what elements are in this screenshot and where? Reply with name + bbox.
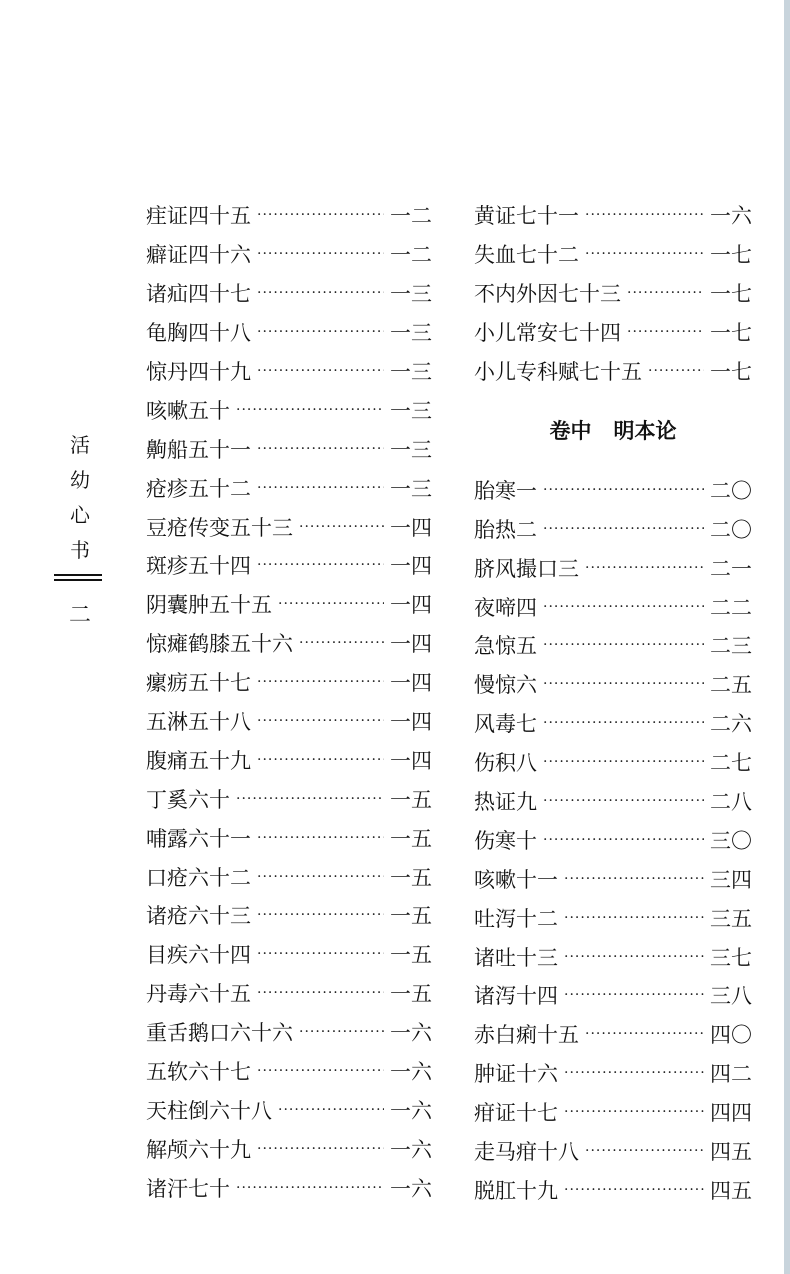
toc-entry xyxy=(474,548,752,587)
toc-entry xyxy=(146,896,432,935)
dot-leader xyxy=(299,520,384,534)
toc-entry-title: 诸汗七十 xyxy=(146,1176,230,1201)
toc-entry-title: 慢惊六 xyxy=(474,673,537,698)
toc-entry-title: 斑疹五十四 xyxy=(146,554,251,579)
toc-entry xyxy=(146,740,432,779)
toc-entry-title: 疮疹五十二 xyxy=(146,476,251,501)
toc-entry-page: 二三 xyxy=(710,634,752,659)
toc-entry-page: 一六 xyxy=(710,204,752,229)
toc-entry xyxy=(474,274,752,313)
toc-entry-page: 三四 xyxy=(710,867,752,892)
toc-entry-page: 四五 xyxy=(710,1178,752,1203)
toc-entry-title: 热证九 xyxy=(474,790,537,815)
dot-leader xyxy=(257,908,384,922)
toc-entry-title: 齁船五十一 xyxy=(146,437,251,462)
toc-entry xyxy=(474,1170,752,1209)
dot-leader xyxy=(564,988,704,1002)
toc-entry-title: 诸疝四十七 xyxy=(146,282,251,307)
toc-entry-title: 赤白痢十五 xyxy=(474,1023,579,1048)
toc-entry-title: 诸吐十三 xyxy=(474,945,558,970)
dot-leader xyxy=(543,600,704,614)
toc-entry xyxy=(474,1093,752,1132)
toc-entry-page: 一四 xyxy=(390,710,432,735)
toc-entry-title: 走马疳十八 xyxy=(474,1140,579,1165)
toc-entry xyxy=(474,196,752,235)
toc-entry-title: 癖证四十六 xyxy=(146,243,251,268)
margin-title-char: 活 xyxy=(70,433,90,457)
toc-entry-title: 风毒七 xyxy=(474,712,537,737)
toc-entry xyxy=(474,820,752,859)
toc-entry-page: 一五 xyxy=(390,943,432,968)
toc-entry-title: 瘰疬五十七 xyxy=(146,671,251,696)
dot-leader xyxy=(543,638,704,652)
dot-leader xyxy=(299,1025,384,1039)
dot-leader xyxy=(585,1144,704,1158)
toc-entry-page: 四四 xyxy=(710,1101,752,1126)
dot-leader xyxy=(543,833,704,847)
toc-entry xyxy=(474,704,752,743)
toc-entry-page: 一七 xyxy=(710,282,752,307)
toc-entry-title: 不内外因七十三 xyxy=(474,282,621,307)
toc-entry xyxy=(474,313,752,352)
toc-entry-page: 三八 xyxy=(710,984,752,1009)
toc-entry-title: 五淋五十八 xyxy=(146,710,251,735)
toc-entry-title: 阴囊肿五十五 xyxy=(146,593,272,618)
toc-entry xyxy=(474,1132,752,1171)
toc-entry xyxy=(474,509,752,548)
toc-entry xyxy=(474,1054,752,1093)
toc-entry xyxy=(474,937,752,976)
section-volume: 卷中 xyxy=(549,419,592,444)
toc-entry-title: 伤积八 xyxy=(474,751,537,776)
toc-entry-title: 小儿常安七十四 xyxy=(474,321,621,346)
dot-leader xyxy=(257,558,384,572)
dot-leader xyxy=(257,831,384,845)
dot-leader xyxy=(257,325,384,339)
dot-leader xyxy=(257,481,384,495)
dot-leader xyxy=(236,403,384,417)
dot-leader xyxy=(299,636,384,650)
toc-entry-page: 一三 xyxy=(390,321,432,346)
toc-entry-title: 脱肛十九 xyxy=(474,1178,558,1203)
dot-leader xyxy=(257,208,384,222)
toc-right-column xyxy=(474,196,752,1209)
toc-entry-page: 四〇 xyxy=(710,1023,752,1048)
margin-title-char: 书 xyxy=(70,538,90,562)
toc-entry-title: 黄证七十一 xyxy=(474,204,579,229)
dot-leader xyxy=(257,947,384,961)
toc-entry-title: 脐风撮口三 xyxy=(474,556,579,581)
margin-title-char: 心 xyxy=(70,503,90,527)
dot-leader xyxy=(236,792,384,806)
dot-leader xyxy=(278,597,384,611)
toc-entry-page: 一四 xyxy=(390,748,432,773)
toc-entry-title: 吐泻十二 xyxy=(474,906,558,931)
toc-entry-title: 哺露六十一 xyxy=(146,826,251,851)
toc-entry-page: 一二 xyxy=(390,204,432,229)
toc-entry-title: 丹毒六十五 xyxy=(146,982,251,1007)
toc-entry-title: 豆疮传变五十三 xyxy=(146,515,293,540)
dot-leader xyxy=(627,325,704,339)
toc-entry-page: 一七 xyxy=(710,360,752,384)
toc-entry-title: 胎热二 xyxy=(474,517,537,542)
toc-entry xyxy=(146,468,432,507)
dot-leader xyxy=(585,247,704,261)
toc-entry-title: 诸疮六十三 xyxy=(146,904,251,929)
toc-entry-page: 三五 xyxy=(710,906,752,931)
toc-entry-title: 口疮六十二 xyxy=(146,865,251,890)
toc-entry-page: 二六 xyxy=(710,712,752,737)
toc-entry-title: 丁奚六十 xyxy=(146,787,230,812)
toc-entry xyxy=(146,818,432,857)
toc-entry-title: 小儿专科赋七十五 xyxy=(474,360,642,384)
dot-leader xyxy=(257,675,384,689)
toc-entry xyxy=(146,702,432,741)
toc-entry xyxy=(146,1052,432,1091)
dot-leader xyxy=(257,986,384,1000)
toc-right-top-entries xyxy=(474,196,752,390)
dot-leader xyxy=(564,1105,704,1119)
toc-entry-page: 一三 xyxy=(390,360,432,384)
toc-entry-page: 三七 xyxy=(710,945,752,970)
toc-entry xyxy=(474,352,752,391)
page-edge-strip xyxy=(784,0,790,1274)
dot-leader xyxy=(257,1142,384,1156)
toc-entry-title: 重舌鹅口六十六 xyxy=(146,1021,293,1046)
toc-entry-title: 解颅六十九 xyxy=(146,1137,251,1162)
dot-leader xyxy=(543,522,704,536)
toc-entry xyxy=(474,976,752,1015)
dot-leader xyxy=(648,364,704,378)
toc-entry-title: 惊丹四十九 xyxy=(146,360,251,384)
toc-entry xyxy=(474,470,752,509)
toc-entry-page: 二一 xyxy=(710,556,752,581)
toc-entry xyxy=(474,898,752,937)
toc-entry-title: 咳嗽五十 xyxy=(146,398,230,423)
toc-entry xyxy=(146,429,432,468)
dot-leader xyxy=(585,1027,704,1041)
toc-entry-title: 目疾六十四 xyxy=(146,943,251,968)
toc-right-bottom-entries xyxy=(474,470,752,1209)
dot-leader xyxy=(564,1066,704,1080)
toc-entry-page: 一二 xyxy=(390,243,432,268)
toc-entry xyxy=(146,857,432,896)
toc-entry xyxy=(146,779,432,818)
toc-entry-page: 一五 xyxy=(390,865,432,890)
dot-leader xyxy=(257,364,384,378)
toc-entry-title: 惊瘫鹤膝五十六 xyxy=(146,632,293,657)
toc-entry-page: 一七 xyxy=(710,243,752,268)
toc-entry xyxy=(146,352,432,391)
toc-entry xyxy=(146,274,432,313)
toc-entry-page: 一五 xyxy=(390,787,432,812)
toc-entry-page: 一五 xyxy=(390,982,432,1007)
toc-entry-page: 二八 xyxy=(710,790,752,815)
toc-entry-page: 四五 xyxy=(710,1140,752,1165)
dot-leader xyxy=(543,716,704,730)
toc-entry xyxy=(146,974,432,1013)
toc-entry xyxy=(146,390,432,429)
toc-entry xyxy=(474,1015,752,1054)
dot-leader xyxy=(257,753,384,767)
toc-entry xyxy=(146,1090,432,1129)
toc-entry-title: 疳证十七 xyxy=(474,1101,558,1126)
toc-entry xyxy=(146,1013,432,1052)
margin-rule xyxy=(54,579,102,581)
toc-entry-page: 二〇 xyxy=(710,517,752,542)
toc-entry-page: 一四 xyxy=(390,593,432,618)
toc-entry-title: 天柱倒六十八 xyxy=(146,1098,272,1123)
toc-entry-title: 诸泻十四 xyxy=(474,984,558,1009)
margin-rule xyxy=(54,574,102,576)
toc-entry xyxy=(474,859,752,898)
toc-entry-title: 肿证十六 xyxy=(474,1062,558,1087)
dot-leader xyxy=(564,950,704,964)
toc-entry-title: 腹痛五十九 xyxy=(146,748,251,773)
dot-leader xyxy=(585,561,704,575)
toc-entry xyxy=(474,782,752,821)
toc-entry-page: 一三 xyxy=(390,476,432,501)
toc-entry-page: 二七 xyxy=(710,751,752,776)
section-name: 明本论 xyxy=(613,419,677,444)
dot-leader xyxy=(257,286,384,300)
dot-leader xyxy=(543,794,704,808)
margin-book-title xyxy=(60,428,100,568)
toc-entry xyxy=(146,624,432,663)
dot-leader xyxy=(543,677,704,691)
toc-entry xyxy=(474,587,752,626)
toc-entry xyxy=(146,585,432,624)
toc-entry-page: 一三 xyxy=(390,282,432,307)
dot-leader xyxy=(585,208,704,222)
toc-entry xyxy=(474,626,752,665)
dot-leader xyxy=(564,872,704,886)
dot-leader xyxy=(564,1183,704,1197)
toc-entry xyxy=(146,1168,432,1207)
toc-entry xyxy=(146,546,432,585)
toc-entry xyxy=(146,507,432,546)
toc-entry-page: 三〇 xyxy=(710,828,752,853)
toc-entry-page: 一六 xyxy=(390,1098,432,1123)
toc-entry-page: 一四 xyxy=(390,632,432,657)
toc-entry xyxy=(146,196,432,235)
toc-entry xyxy=(146,1129,432,1168)
dot-leader xyxy=(564,911,704,925)
toc-entry-title: 急惊五 xyxy=(474,634,537,659)
toc-entry-title: 咳嗽十一 xyxy=(474,867,558,892)
toc-entry-title: 夜啼四 xyxy=(474,595,537,620)
toc-entry-title: 五软六十七 xyxy=(146,1060,251,1085)
toc-entry-title: 伤寒十 xyxy=(474,828,537,853)
toc-entry xyxy=(146,313,432,352)
toc-entry xyxy=(146,663,432,702)
dot-leader xyxy=(257,714,384,728)
toc-entry-title: 胎寒一 xyxy=(474,478,537,503)
toc-entry xyxy=(146,935,432,974)
dot-leader xyxy=(257,1064,384,1078)
toc-entry-page: 一三 xyxy=(390,437,432,462)
toc-entry-page: 一五 xyxy=(390,826,432,851)
section-heading xyxy=(474,390,752,470)
page-number: 二 xyxy=(68,603,91,628)
toc-entry xyxy=(474,743,752,782)
toc-entry-page: 一六 xyxy=(390,1137,432,1162)
dot-leader xyxy=(627,286,704,300)
dot-leader xyxy=(257,247,384,261)
dot-leader xyxy=(543,755,704,769)
margin-title-char: 幼 xyxy=(70,468,90,492)
dot-leader xyxy=(278,1103,384,1117)
toc-entry-page: 二五 xyxy=(710,673,752,698)
toc-entry-page: 一六 xyxy=(390,1176,432,1201)
toc-entry-page: 一六 xyxy=(390,1060,432,1085)
toc-entry xyxy=(474,665,752,704)
toc-entry-page: 一七 xyxy=(710,321,752,346)
toc-entry-page: 二二 xyxy=(710,595,752,620)
toc-entry-page: 二〇 xyxy=(710,478,752,503)
toc-entry-title: 疰证四十五 xyxy=(146,204,251,229)
dot-leader xyxy=(257,442,384,456)
toc-entry-page: 四二 xyxy=(710,1062,752,1087)
toc-entry-page: 一三 xyxy=(390,398,432,423)
toc-entry-page: 一四 xyxy=(390,671,432,696)
dot-leader xyxy=(257,870,384,884)
dot-leader xyxy=(543,483,704,497)
dot-leader xyxy=(236,1181,384,1195)
toc-entry xyxy=(474,235,752,274)
toc-entry-page: 一六 xyxy=(390,1021,432,1046)
toc-entry-title: 失血七十二 xyxy=(474,243,579,268)
toc-entry xyxy=(146,235,432,274)
toc-entry-page: 一四 xyxy=(390,515,432,540)
toc-entry-title: 龟胸四十八 xyxy=(146,321,251,346)
toc-left-column xyxy=(146,196,432,1207)
toc-entry-page: 一五 xyxy=(390,904,432,929)
toc-entry-page: 一四 xyxy=(390,554,432,579)
